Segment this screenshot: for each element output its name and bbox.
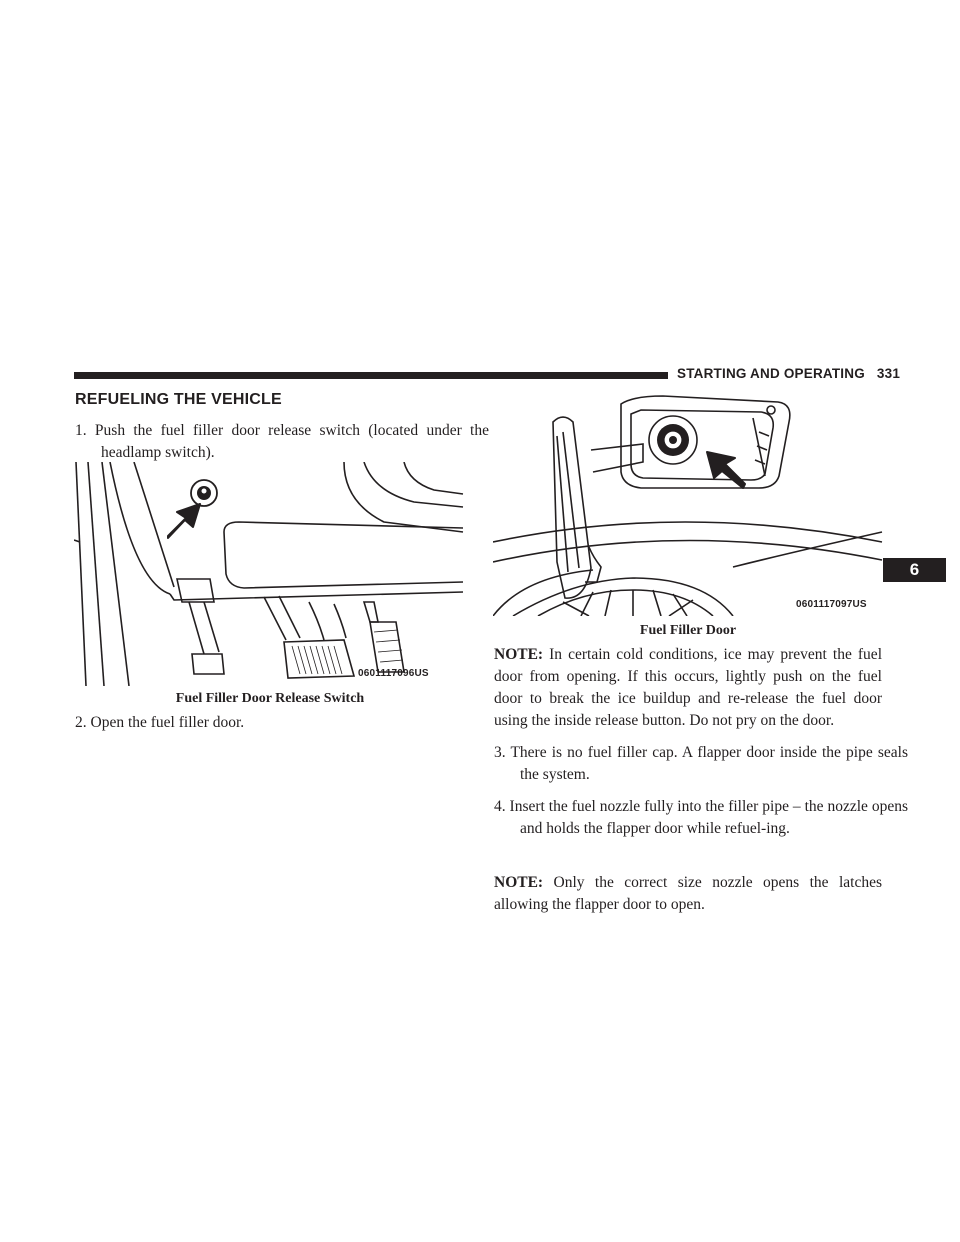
figure-fuel-door bbox=[493, 392, 883, 616]
note-text: Only the correct size nozzle opens the latches allowing the flapper door to open. bbox=[494, 874, 883, 913]
step-2: 2. Open the fuel filler door. bbox=[75, 714, 245, 731]
pointer-arrow-icon bbox=[707, 452, 745, 488]
fuel-door-illustration bbox=[493, 392, 883, 616]
note-label: NOTE: bbox=[494, 874, 544, 891]
note-label: NOTE: bbox=[494, 646, 544, 663]
header-section: STARTING AND OPERATING bbox=[677, 366, 865, 381]
step-4: 4. Insert the fuel nozzle fully into the filler pipe – the nozzle opens and holds the flapper door while refuel-ing. bbox=[494, 798, 908, 837]
release-switch-illustration bbox=[74, 462, 464, 686]
page-number: 331 bbox=[876, 366, 901, 381]
step-3: 3. There is no fuel filler cap. A flapper door inside the pipe seals the system. bbox=[494, 744, 908, 783]
header-rule bbox=[74, 372, 668, 379]
figure-release-switch bbox=[74, 462, 464, 686]
filler-neck bbox=[649, 416, 697, 464]
chapter-tab[interactable]: 6 bbox=[883, 558, 946, 582]
figure-code: 0601117097US bbox=[796, 599, 867, 610]
note-nozzle bbox=[494, 872, 882, 916]
step-1: 1. Push the fuel filler door release switch (located under the headlamp switch). bbox=[75, 422, 489, 461]
figure-code: 0601117096US bbox=[358, 668, 429, 679]
release-switch-button bbox=[191, 480, 217, 506]
note-cold-conditions bbox=[494, 644, 882, 732]
pointer-arrow-icon bbox=[168, 504, 200, 538]
figure-1-caption: Fuel Filler Door Release Switch bbox=[175, 691, 365, 706]
section-title: REFUELING THE VEHICLE bbox=[75, 391, 282, 408]
running-header bbox=[677, 366, 901, 381]
figure-2-caption: Fuel Filler Door bbox=[639, 623, 737, 638]
note-text: In certain cold conditions, ice may prevent the fuel door from opening. If this occurs, lightly push on the fuel door to break the ice buildup and re-release the fuel door using the inside release button. Do not pry on the door. bbox=[494, 646, 882, 729]
